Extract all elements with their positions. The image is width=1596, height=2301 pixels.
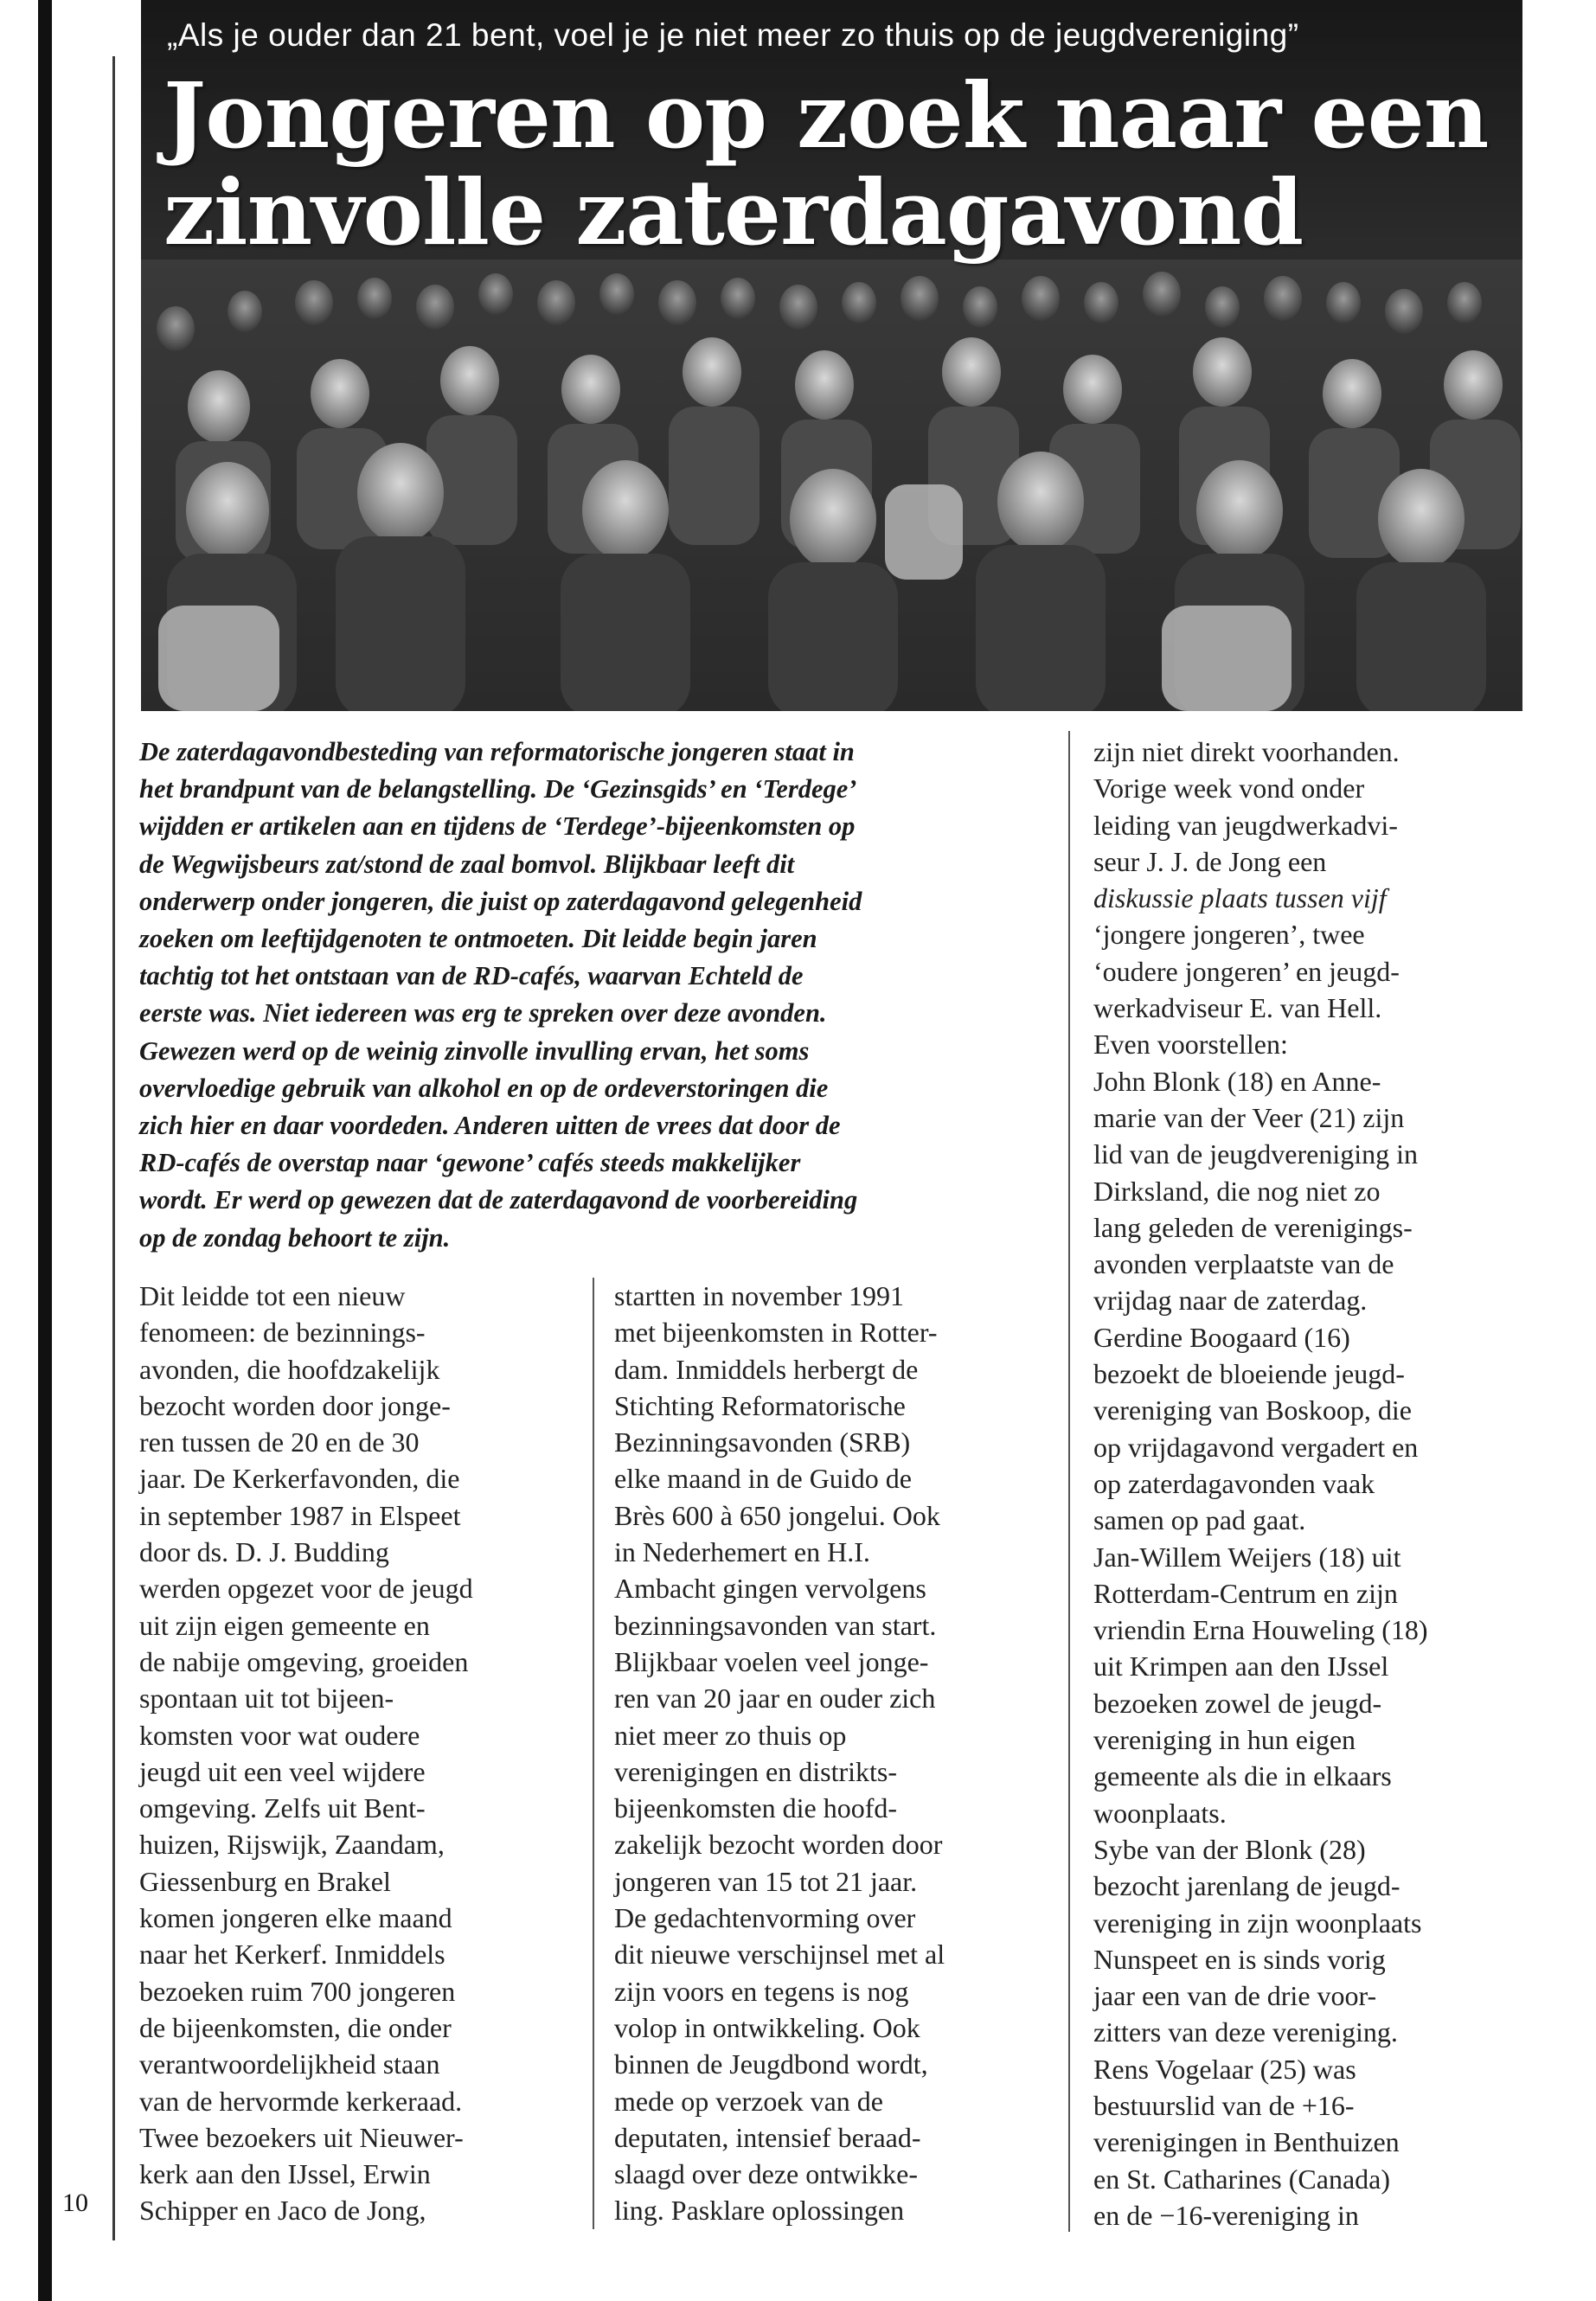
body-line: werden opgezet voor de jeugd [139,1573,473,1605]
body-line: naar het Kerkerf. Inmiddels [139,1939,445,1971]
body-line: door ds. D. J. Budding [139,1536,389,1568]
body-line: mede op verzoek van de [614,2085,883,2117]
body-line: werkadviseur E. van Hell. [1093,992,1382,1024]
body-line: Even voorstellen: [1093,1029,1288,1061]
body-line: vereniging van Boskoop, die [1093,1394,1412,1426]
body-line: bezocht worden door jonge- [139,1389,451,1421]
body-line: zijn voors en tegens is nog [614,1975,909,2007]
body-line: marie van der Veer (21) zijn [1093,1101,1405,1133]
lead-line: wijdden er artikelen aan en tijdens de ‘Terdege’-bijeenkomsten op [139,811,856,842]
body-column-2 [614,1278,1047,2229]
body-line: kerk aan den IJssel, Erwin [139,2158,431,2190]
body-line: uit Krimpen aan den IJssel [1093,1650,1389,1682]
pull-quote: „Als je ouder dan 21 bent, voel je je niet meer zo thuis op de jeugdvereniging” [167,17,1299,53]
body-line: deputaten, intensief beraad- [614,2121,921,2153]
body-line: Stichting Reformatorische [614,1389,906,1421]
headline [163,62,1513,266]
body-line: Dirksland, die nog niet zo [1093,1175,1381,1207]
lead-line: zich hier en daar voordeden. Anderen uitten de vrees dat door de [139,1111,841,1141]
body-line: verantwoordelijkheid staan [139,2048,440,2080]
body-line: huizen, Rijswijk, Zaandam, [139,1829,445,1861]
body-line: leiding van jeugdwerkadvi- [1093,809,1398,841]
page-edge-bar [38,0,52,2301]
body-line: avonden verplaatste van de [1093,1248,1394,1280]
lead-line: onderwerp onder jongeren, die juist op zaterdagavond gelegenheid [139,886,862,916]
body-line: dam. Inmiddels herbergt de [614,1353,919,1385]
body-line: spontaan uit tot bijeen- [139,1682,394,1715]
body-line: Ambacht gingen vervolgens [614,1573,926,1605]
body-line: vriendin Erna Houweling (18) [1093,1614,1428,1646]
body-line: startten in november 1991 [614,1280,905,1311]
body-line: vrijdag naar de zaterdag. [1093,1285,1368,1317]
hero-photo-block [141,0,1522,711]
body-line: op vrijdagavond vergadert en [1093,1431,1419,1463]
body-line: bezoeken zowel de jeugd- [1093,1687,1382,1719]
body-line: Bezinningsavonden (SRB) [614,1426,911,1458]
body-line: niet meer zo thuis op [614,1719,847,1751]
body-line: gemeente als die in elkaars [1093,1760,1392,1792]
body-line: zijn niet direkt voorhanden. [1093,736,1400,767]
body-line: De gedachtenvorming over [614,1902,916,1934]
body-line: en St. Catharines (Canada) [1093,2163,1390,2195]
body-line: bezocht jarenlang de jeugd- [1093,1870,1401,1902]
body-line: verenigingen in Benthuizen [1093,2126,1400,2158]
body-column-3 [1093,734,1526,2234]
lead-line: wordt. Er werd op gewezen dat de zaterdagavond de voorbereiding [139,1185,858,1215]
body-line: komsten voor wat oudere [139,1719,420,1751]
body-line: Sybe van der Blonk (28) [1093,1833,1366,1865]
body-line: zakelijk bezocht worden door [614,1829,943,1861]
body-line: ‘jongere jongeren’, twee [1093,919,1365,951]
body-line: ‘oudere jongeren’ en jeugd- [1093,955,1400,987]
body-line: Schipper en Jaco de Jong, [139,2195,426,2227]
body-line: fenomeen: de bezinnings- [139,1317,426,1349]
body-line: elke maand in de Guido de [614,1463,912,1495]
body-line: uit zijn eigen gemeente en [139,1609,430,1641]
body-line: vereniging in hun eigen [1093,1724,1356,1756]
body-line: Rotterdam-Centrum en zijn [1093,1577,1398,1609]
body-line: samen op pad gaat. [1093,1504,1306,1536]
body-line: woonplaats. [1093,1797,1227,1829]
lead-line: overvloedige gebruik van alkohol en op de ordeverstoringen die [139,1073,829,1103]
body-line: bezinningsavonden van start. [614,1609,937,1641]
lead-line: Gewezen werd op de weinig zinvolle invulling ervan, het soms [139,1035,810,1066]
body-line: jaar een van de drie voor- [1093,1980,1377,2012]
lead-line: zoeken om leeftijdgenoten te ontmoeten. Dit leidde begin jaren [139,924,817,954]
lead-line: het brandpunt van de belangstelling. De ‘Gezinsgids’ en ‘Terdege’ [139,774,857,804]
body-line: Rens Vogelaar (25) was [1093,2053,1356,2085]
lead-line: eerste was. Niet iedereen was erg te spreken over deze avonden. [139,998,827,1029]
lead-line: de Wegwijsbeurs zat/stond de zaal bomvol. Blijkbaar leeft dit [139,849,795,879]
body-line: binnen de Jeugdbond wordt, [614,2048,928,2080]
body-line: omgeving. Zelfs uit Bent- [139,1792,426,1824]
body-line: volop in ontwikkeling. Ook [614,2011,920,2043]
margin-rule [112,56,115,2240]
body-line: komen jongeren elke maand [139,1902,452,1934]
body-line: van de hervormde kerkeraad. [139,2085,463,2117]
body-line: Blijkbaar voelen veel jonge- [614,1645,929,1677]
body-line: Jan-Willem Weijers (18) uit [1093,1541,1401,1573]
lead-line: RD-cafés de overstap naar ‘gewone’ cafés steeds makkelijker [139,1148,801,1178]
body-line-italic: diskussie plaats tussen vijf [1093,882,1387,914]
headline-line-2: zinvolle zaterdagavond [163,159,1304,266]
body-line: jeugd uit een veel wijdere [139,1755,426,1787]
body-line: ren tussen de 20 en de 30 [139,1426,420,1458]
lead-line: tachtig tot het ontstaan van de RD-cafés, waarvan Echteld de [139,961,804,991]
body-line: bestuurslid van de +16- [1093,2089,1355,2121]
body-line: lang geleden de verenigings- [1093,1211,1413,1243]
body-line: en de −16-vereniging in [1093,2199,1359,2231]
body-column-1 [139,1278,572,2229]
body-line: in september 1987 in Elspeet [139,1499,461,1531]
body-line: jaar. De Kerkerfavonden, die [139,1463,460,1495]
body-line: Nunspeet en is sinds vorig [1093,1943,1386,1975]
body-line: Gerdine Boogaard (16) [1093,1321,1350,1353]
body-line: jongeren van 15 tot 21 jaar. [614,1865,918,1897]
column-divider [593,1278,594,2229]
body-line: zitters van deze vereniging. [1093,2016,1398,2048]
headline-line-1: Jongeren op zoek naar een [163,62,1489,169]
lead-line: De zaterdagavondbesteding van reformatorische jongeren staat in [139,737,855,766]
body-line: Brès 600 à 650 jongelui. Ook [614,1499,940,1531]
body-line: Giessenburg en Brakel [139,1865,391,1897]
body-line: John Blonk (18) en Anne- [1093,1065,1381,1097]
body-line: met bijeenkomsten in Rotter- [614,1317,938,1349]
body-line: seur J. J. de Jong een [1093,845,1327,877]
body-line: ling. Pasklare oplossingen [614,2195,905,2227]
body-line: de nabije omgeving, groeiden [139,1645,469,1677]
body-line: Vorige week vond onder [1093,772,1365,804]
body-line: bijeenkomsten die hoofd- [614,1792,898,1824]
lead-paragraph [139,734,1039,1257]
page-number: 10 [62,2189,88,2217]
body-line: bezoeken ruim 700 jongeren [139,1975,456,2007]
body-line: bezoekt de bloeiende jeugd- [1093,1358,1405,1390]
lead-line: op de zondag behoort te zijn. [139,1222,451,1253]
body-line: dit nieuwe verschijnsel met al [614,1939,945,1971]
body-line: in Nederhemert en H.I. [614,1536,870,1568]
body-line: Dit leidde tot een nieuw [139,1280,406,1311]
body-line: vereniging in zijn woonplaats [1093,1907,1422,1939]
body-line: Twee bezoekers uit Nieuwer- [139,2121,464,2153]
body-line: avonden, die hoofdzakelijk [139,1353,440,1385]
body-line: lid van de jeugdvereniging in [1093,1138,1419,1170]
body-line: slaagd over deze ontwikke- [614,2158,918,2190]
body-line: op zaterdagavonden vaak [1093,1467,1375,1499]
body-line: ren van 20 jaar en ouder zich [614,1682,936,1715]
body-line: de bijeenkomsten, die onder [139,2011,452,2043]
column-divider [1068,731,1070,2232]
body-line: verenigingen en distrikts- [614,1755,898,1787]
